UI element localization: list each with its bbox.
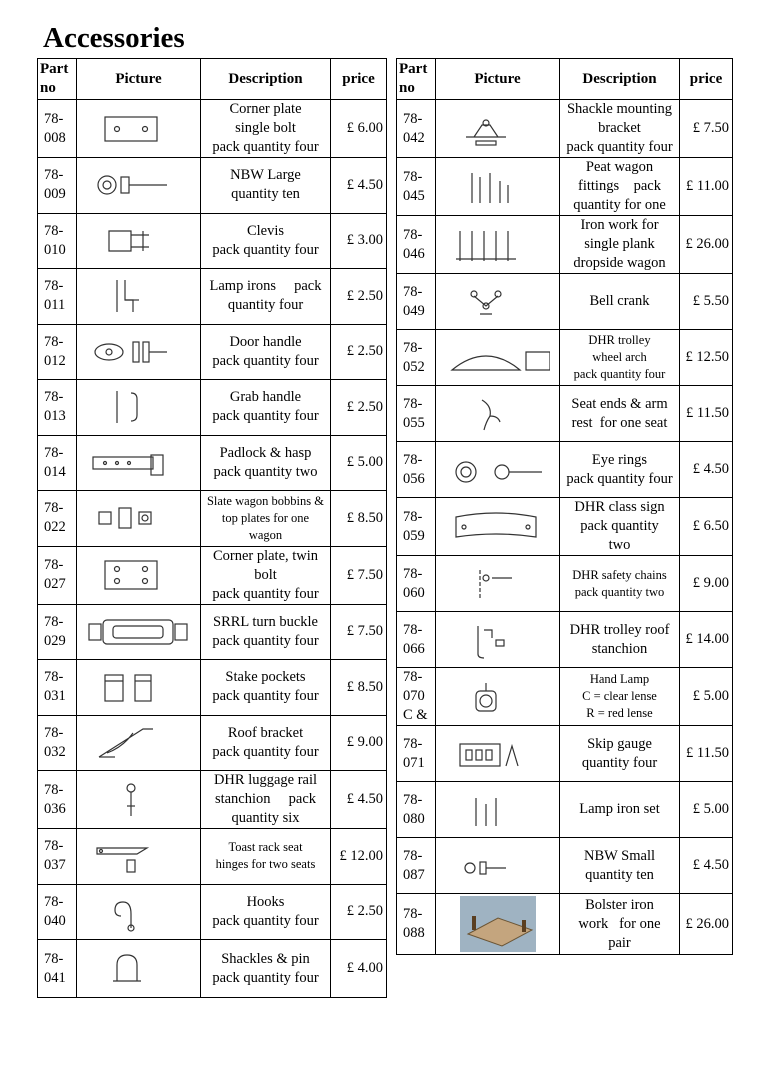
picture-cell: [436, 838, 560, 894]
picture-cell: [436, 330, 560, 386]
price: £ 5.50: [680, 274, 733, 330]
picture-cell: [77, 158, 201, 214]
description: DHR class sign pack quantity two: [560, 498, 680, 556]
safety-chain-icon: [446, 564, 550, 604]
header-row: [397, 59, 733, 100]
roof-stanchion-icon: [446, 620, 550, 660]
table-row: [397, 274, 733, 330]
grab-handle-icon: [87, 387, 191, 427]
part-number: 78- 010: [38, 213, 77, 269]
description: NBW Large quantity ten: [201, 158, 331, 214]
price: £ 3.00: [331, 213, 387, 269]
part-number: 78- 052: [397, 330, 436, 386]
price: £ 4.50: [331, 158, 387, 214]
part-number: 78- 049: [397, 274, 436, 330]
header-row: [38, 59, 387, 100]
price: £ 2.50: [331, 380, 387, 436]
picture-cell: [77, 324, 201, 380]
part-number: 78- 027: [38, 546, 77, 604]
picture-header: Picture: [77, 59, 201, 100]
description: Lamp iron set: [560, 782, 680, 838]
part-number: 78- 031: [38, 660, 77, 716]
picture-cell: [77, 100, 201, 158]
nbw-bolt-icon: [87, 165, 191, 205]
table-row: [38, 715, 387, 771]
part-number: 78- 046: [397, 216, 436, 274]
description: Bolster iron work for one pair: [560, 894, 680, 955]
picture-cell: [436, 894, 560, 955]
roof-bracket-icon: [87, 723, 191, 763]
nbw-small-icon: [446, 846, 550, 886]
price: £ 6.50: [680, 498, 733, 556]
bolster-photo-icon: [458, 894, 538, 954]
bell-crank-icon: [446, 282, 550, 322]
price-header: price: [331, 59, 387, 100]
part-number: 78- 042: [397, 100, 436, 158]
table-row: [38, 771, 387, 829]
price: £ 7.50: [331, 604, 387, 660]
luggage-stanchion-icon: [87, 780, 191, 820]
part-number: 78- 088: [397, 894, 436, 955]
clevis-icon: [87, 221, 191, 261]
part-number: 78- 013: [38, 380, 77, 436]
price: £ 7.50: [680, 100, 733, 158]
description: Stake pockets pack quantity four: [201, 660, 331, 716]
description: Corner plate single bolt pack quantity four: [201, 100, 331, 158]
table-row: [38, 269, 387, 325]
table-row: [38, 491, 387, 547]
table-row: [397, 612, 733, 668]
price: £ 8.50: [331, 660, 387, 716]
description: Roof bracket pack quantity four: [201, 715, 331, 771]
picture-cell: [77, 771, 201, 829]
shackle-icon: [87, 949, 191, 989]
picture-cell: [436, 668, 560, 726]
price: £ 9.00: [680, 556, 733, 612]
price-header: price: [680, 59, 733, 100]
price: £ 11.50: [680, 726, 733, 782]
picture-cell: [77, 435, 201, 491]
table-row: [397, 100, 733, 158]
part-number: 78- 066: [397, 612, 436, 668]
table-row: [38, 546, 387, 604]
price: £ 26.00: [680, 216, 733, 274]
price: £ 6.00: [331, 100, 387, 158]
page-title: Accessories: [43, 22, 185, 54]
part-number: 78- 055: [397, 386, 436, 442]
corner-plate-twin-icon: [87, 555, 191, 595]
part-number: 78- 037: [38, 829, 77, 885]
picture-cell: [77, 829, 201, 885]
lamp-iron-icon: [87, 276, 191, 316]
seat-hinge-icon: [87, 836, 191, 876]
seat-end-icon: [446, 394, 550, 434]
ironwork-icon: [446, 225, 550, 265]
wheel-arch-icon: [446, 338, 550, 378]
table-row: [397, 498, 733, 556]
description: Hooks pack quantity four: [201, 884, 331, 940]
part-number: 78- 009: [38, 158, 77, 214]
description: Shackle mounting bracket pack quantity four: [560, 100, 680, 158]
padlock-hasp-icon: [87, 443, 191, 483]
picture-cell: [436, 782, 560, 838]
description: Corner plate, twin bolt pack quantity four: [201, 546, 331, 604]
skip-gauge-icon: [446, 734, 550, 774]
part-number: 78- 045: [397, 158, 436, 216]
table-row: [38, 604, 387, 660]
part-number: 78- 011: [38, 269, 77, 325]
accessories-table-left: [37, 58, 387, 998]
table-row: [397, 158, 733, 216]
description-header: Description: [560, 59, 680, 100]
lamp-iron-set-icon: [446, 790, 550, 830]
table-row: [397, 726, 733, 782]
table-row: [38, 380, 387, 436]
description: SRRL turn buckle pack quantity four: [201, 604, 331, 660]
price: £ 4.50: [680, 442, 733, 498]
price: £ 11.50: [680, 386, 733, 442]
picture-cell: [77, 715, 201, 771]
table-row: [397, 782, 733, 838]
description: Shackles & pin pack quantity four: [201, 940, 331, 998]
table-row: [397, 556, 733, 612]
table-row: [397, 216, 733, 274]
description: NBW Small quantity ten: [560, 838, 680, 894]
picture-cell: [77, 660, 201, 716]
description: Hand Lamp C = clear lense R = red lense: [560, 668, 680, 726]
part-number: 78- 080: [397, 782, 436, 838]
price: £ 4.00: [331, 940, 387, 998]
description: Grab handle pack quantity four: [201, 380, 331, 436]
stake-pocket-icon: [87, 667, 191, 707]
table-row: [38, 324, 387, 380]
picture-cell: [436, 158, 560, 216]
part-number: 78- 036: [38, 771, 77, 829]
price: £ 14.00: [680, 612, 733, 668]
description: DHR trolley roof stanchion: [560, 612, 680, 668]
description: DHR safety chains pack quantity two: [560, 556, 680, 612]
description: Seat ends & arm rest for one seat: [560, 386, 680, 442]
picture-header: Picture: [436, 59, 560, 100]
part-number: 78- 040: [38, 884, 77, 940]
price: £ 2.50: [331, 269, 387, 325]
description: Lamp irons pack quantity four: [201, 269, 331, 325]
part-number: 78- 008: [38, 100, 77, 158]
picture-cell: [77, 213, 201, 269]
table-row: [397, 668, 733, 726]
price: £ 8.50: [331, 491, 387, 547]
description: Clevis pack quantity four: [201, 213, 331, 269]
price: £ 5.00: [331, 435, 387, 491]
table-row: [38, 884, 387, 940]
part-number: 78- 056: [397, 442, 436, 498]
picture-cell: [77, 940, 201, 998]
table-row: [38, 158, 387, 214]
part-number: 78- 087: [397, 838, 436, 894]
picture-cell: [77, 884, 201, 940]
price: £ 11.00: [680, 158, 733, 216]
description: DHR luggage rail stanchion pack quantity six: [201, 771, 331, 829]
price: £ 2.50: [331, 324, 387, 380]
part-number: 78- 022: [38, 491, 77, 547]
table-row: [397, 386, 733, 442]
hook-icon: [87, 892, 191, 932]
table-row: [38, 660, 387, 716]
part-number: 78- 014: [38, 435, 77, 491]
price: £ 5.00: [680, 782, 733, 838]
part-number: 78- 060: [397, 556, 436, 612]
description: Peat wagon fittings pack quantity for one: [560, 158, 680, 216]
description: Padlock & hasp pack quantity two: [201, 435, 331, 491]
description: Skip gauge quantity four: [560, 726, 680, 782]
price: £ 7.50: [331, 546, 387, 604]
part-number: 78- 071: [397, 726, 436, 782]
picture-cell: [436, 274, 560, 330]
peat-fittings-icon: [446, 167, 550, 207]
table-row: [397, 442, 733, 498]
price: £ 4.50: [680, 838, 733, 894]
picture-cell: [77, 546, 201, 604]
table-row: [397, 330, 733, 386]
corner-plate-icon: [87, 109, 191, 149]
description: Eye rings pack quantity four: [560, 442, 680, 498]
accessories-table-right: [396, 58, 733, 955]
part-number: 78- 032: [38, 715, 77, 771]
description: Toast rack seat hinges for two seats: [201, 829, 331, 885]
part-number: 78- 059: [397, 498, 436, 556]
price: £ 4.50: [331, 771, 387, 829]
hand-lamp-icon: [446, 677, 550, 717]
part-number: 78- 029: [38, 604, 77, 660]
description: Slate wagon bobbins & top plates for one wagon: [201, 491, 331, 547]
description-header: Description: [201, 59, 331, 100]
table-row: [397, 894, 733, 955]
price: £ 9.00: [331, 715, 387, 771]
part-number: 78- 041: [38, 940, 77, 998]
price: £ 2.50: [331, 884, 387, 940]
picture-cell: [436, 216, 560, 274]
description: Bell crank: [560, 274, 680, 330]
price: £ 5.00: [680, 668, 733, 726]
picture-cell: [436, 612, 560, 668]
picture-cell: [77, 604, 201, 660]
picture-cell: [436, 498, 560, 556]
door-handle-icon: [87, 332, 191, 372]
table-row: [38, 100, 387, 158]
price: £ 12.50: [680, 330, 733, 386]
picture-cell: [77, 491, 201, 547]
table-row: [38, 829, 387, 885]
description: Door handle pack quantity four: [201, 324, 331, 380]
table-row: [38, 435, 387, 491]
class-sign-icon: [446, 507, 550, 547]
part-no-header: Part no: [397, 59, 436, 100]
table-row: [38, 940, 387, 998]
picture-cell: [436, 726, 560, 782]
table-row: [38, 213, 387, 269]
picture-cell: [77, 269, 201, 325]
picture-cell: [436, 386, 560, 442]
eye-ring-icon: [446, 450, 550, 490]
part-no-header: Part no: [38, 59, 77, 100]
description: DHR trolley wheel arch pack quantity four: [560, 330, 680, 386]
picture-cell: [436, 100, 560, 158]
turn-buckle-icon: [87, 612, 191, 652]
picture-cell: [77, 380, 201, 436]
shackle-bracket-icon: [446, 109, 550, 149]
price: £ 12.00: [331, 829, 387, 885]
part-number: 78- 012: [38, 324, 77, 380]
picture-cell: [436, 442, 560, 498]
description: Iron work for single plank dropside wagon: [560, 216, 680, 274]
bobbins-icon: [87, 498, 191, 538]
part-number: 78- 070 C &: [397, 668, 436, 726]
table-row: [397, 838, 733, 894]
picture-cell: [436, 556, 560, 612]
price: £ 26.00: [680, 894, 733, 955]
